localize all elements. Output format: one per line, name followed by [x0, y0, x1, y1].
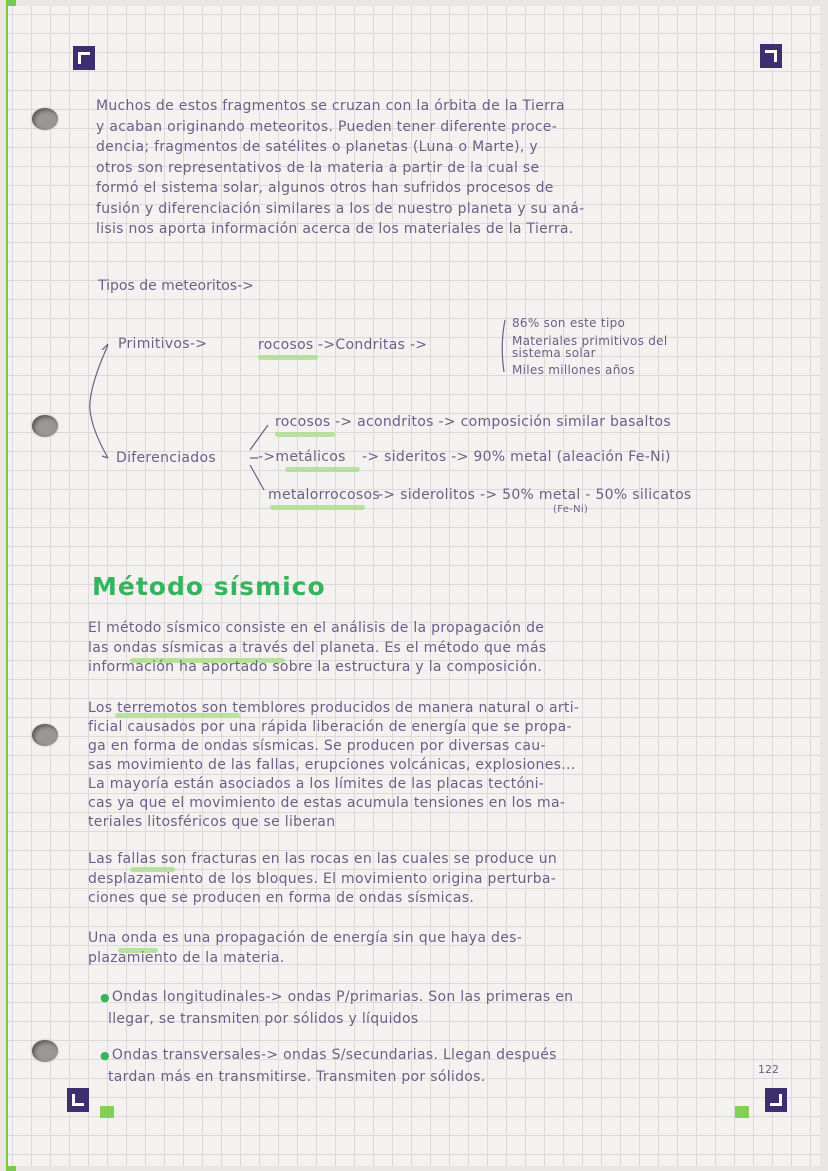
- intro-line: formó el sistema solar, algunos otros han sufridos procesos de: [96, 180, 554, 196]
- bullet-item: ● Ondas longitudinales-> ondas P/primarias. Son las primeras en: [100, 989, 573, 1005]
- condritas-label: ->Condritas ->: [318, 337, 428, 353]
- diferenciados-rocosos: rocosos: [275, 414, 331, 430]
- paragraph-line: Una onda es una propagación de energía sin que haya des-: [88, 930, 523, 946]
- acondritos-text: -> acondritos -> composición similar basaltos: [335, 414, 671, 430]
- paragraph-line: El método sísmico consiste en el análisis de la propagación de: [88, 620, 545, 636]
- siderolitos-text: -> siderolitos -> 50% metal - 50% silicatos: [378, 487, 692, 503]
- metalorrocosos-label: metalorrocosos: [268, 487, 380, 503]
- condritas-note: Materiales primitivos del: [512, 334, 668, 348]
- paragraph-line: ficial causados por una rápida liberación de energía que se propa-: [88, 719, 572, 735]
- paragraph-line: cas ya que el movimiento de estas acumula tensiones en los ma-: [88, 795, 566, 811]
- paragraph-line: ciones que se producen en forma de ondas sísmicas.: [88, 890, 475, 906]
- meteorite-types-title: Tipos de meteoritos->: [98, 278, 254, 294]
- intro-line: fusión y diferenciación similares a los de nuestro planeta y su aná-: [96, 200, 585, 217]
- paragraph-line: información ha aportado sobre la estructura y la composición.: [88, 659, 543, 675]
- bullet-line: llegar, se transmiten por sólidos y líquidos: [108, 1011, 419, 1027]
- paragraph-line: Los terremotos son temblores producidos de manera natural o arti-: [88, 700, 580, 716]
- fe-ni-note: (Fe-Ni): [553, 504, 589, 515]
- bullet-item: ● Ondas transversales-> ondas S/secundarias. Llegan después: [100, 1047, 557, 1063]
- paragraph-line: plazamiento de la materia.: [88, 950, 285, 966]
- condritas-note: sistema solar: [512, 346, 596, 360]
- paragraph-line: sas movimiento de las fallas, erupciones volcánicas, explosiones...: [88, 757, 576, 773]
- page-number: 122: [758, 1063, 779, 1076]
- primitivos-rocosos: rocosos: [258, 337, 314, 353]
- intro-line: y acaban originando meteoritos. Pueden tener diferente proce-: [96, 118, 558, 135]
- section-heading: Método sísmico: [92, 572, 326, 601]
- paragraph-line: ga en forma de ondas sísmicas. Se producen por diversas cau-: [88, 738, 546, 754]
- paragraph-line: teriales litosféricos que se liberan: [88, 814, 336, 830]
- primitivos-label: Primitivos->: [118, 336, 208, 352]
- condritas-note: Miles millones años: [512, 363, 635, 377]
- intro-line: dencia; fragmentos de satélites o planetas (Luna o Marte), y: [96, 139, 538, 155]
- metalicos-label: ->metálicos: [258, 449, 346, 465]
- intro-line: otros son representativos de la materia a partir de la cual se: [96, 159, 540, 176]
- intro-line: lisis nos aporta información acerca de los materiales de la Tierra.: [96, 221, 574, 237]
- paragraph-line: Las fallas son fracturas en las rocas en las cuales se produce un: [88, 851, 558, 867]
- sideritos-text: -> sideritos -> 90% metal (aleación Fe-Ni): [362, 449, 671, 465]
- bullet-line: tardan más en transmitirse. Transmiten por sólidos.: [108, 1069, 486, 1085]
- paragraph-line: La mayoría están asociados a los límites de las placas tectóni-: [88, 776, 545, 792]
- paragraph-line: desplazamiento de los bloques. El movimiento origina perturba-: [88, 871, 557, 887]
- condritas-note: 86% son este tipo: [512, 316, 626, 330]
- diferenciados-label: Diferenciados: [116, 450, 216, 466]
- intro-line: Muchos de estos fragmentos se cruzan con la órbita de la Tierra: [96, 98, 565, 114]
- paragraph-line: las ondas sísmicas a través del planeta. Es el método que más: [88, 640, 547, 656]
